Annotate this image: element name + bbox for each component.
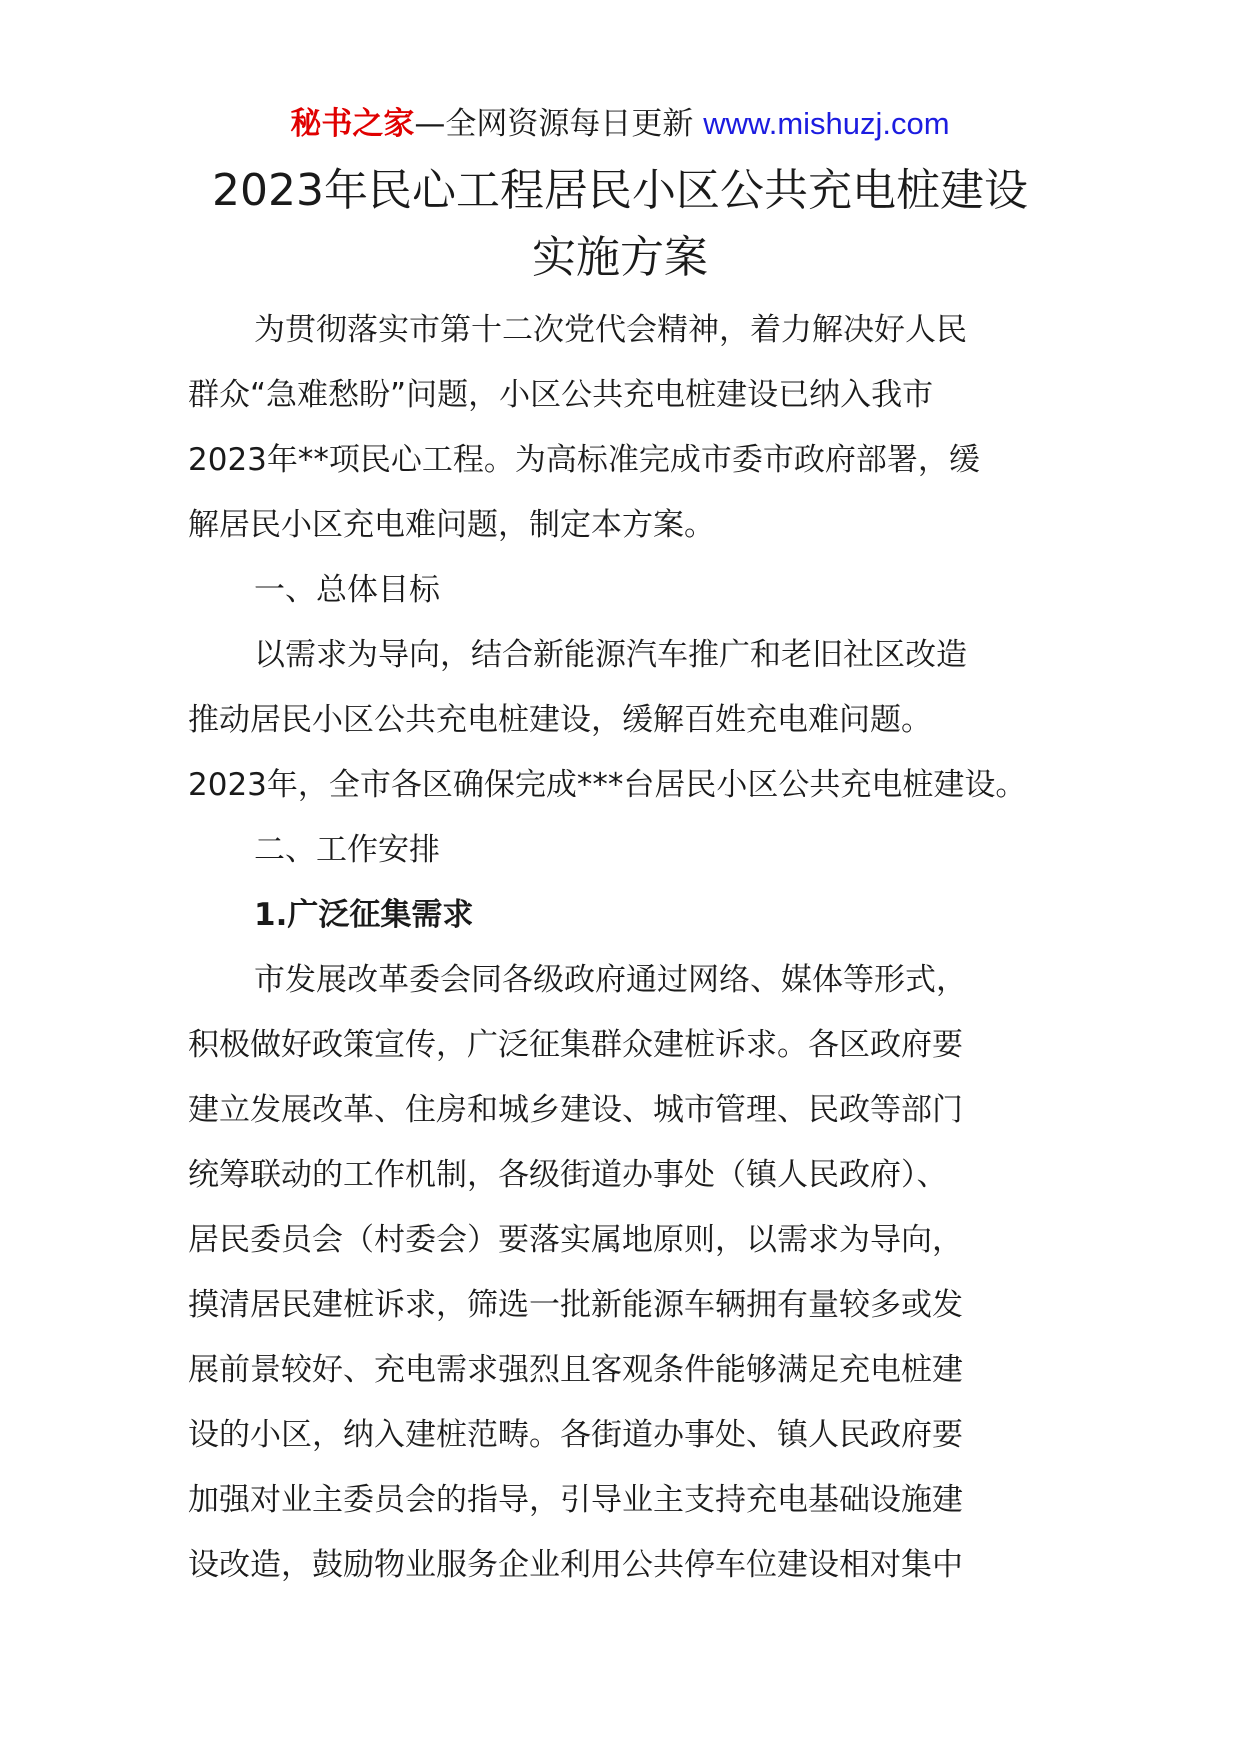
paragraph-line: 设改造，鼓励物业服务企业利用公共停车位建设相对集中 bbox=[188, 1547, 963, 1583]
paragraph-line: 积极做好政策宣传，广泛征集群众建桩诉求。各区政府要 bbox=[188, 1027, 963, 1063]
paragraph-line: 以需求为导向，结合新能源汽车推广和老旧社区改造 bbox=[254, 637, 967, 673]
paragraph-line: 为贯彻落实市第十二次党代会精神，着力解决好人民 bbox=[254, 312, 967, 348]
document-body bbox=[188, 298, 1088, 1598]
paragraph-line: 市发展改革委会同各级政府通过网络、媒体等形式， bbox=[254, 962, 967, 998]
paragraph-line: 加强对业主委员会的指导，引导业主支持充电基础设施建 bbox=[188, 1482, 963, 1518]
document-title-line-1: 2023年民心工程居民小区公共充电桩建设 bbox=[212, 165, 1028, 216]
paragraph-line: 摸清居民建桩诉求，筛选一批新能源车辆拥有量较多或发 bbox=[188, 1287, 963, 1323]
paragraph-line: 2023年**项民心工程。为高标准完成市委市政府部署，缓 bbox=[188, 442, 980, 478]
paragraph-line: 2023年，全市各区确保完成***台居民小区公共充电桩建设。 bbox=[188, 767, 1027, 803]
paragraph-line: 设的小区，纳入建桩范畴。各街道办事处、镇人民政府要 bbox=[188, 1417, 963, 1453]
subsection-heading: 1.广泛征集需求 bbox=[254, 897, 474, 933]
paragraph-line: 展前景较好、充电需求强烈且客观条件能够满足充电桩建 bbox=[188, 1352, 963, 1388]
paragraph-line: 推动居民小区公共充电桩建设，缓解百姓充电难问题。 bbox=[188, 702, 932, 738]
paragraph-line: 统筹联动的工作机制，各级街道办事处（镇人民政府）、 bbox=[188, 1157, 948, 1193]
brand-name: 秘书之家 bbox=[290, 106, 415, 142]
website-link[interactable]: www.mishuzj.com bbox=[703, 106, 950, 141]
paragraph-line: 解居民小区充电难问题，制定本方案。 bbox=[188, 507, 715, 543]
paragraph-line: 群众“急难愁盼”问题，小区公共充电桩建设已纳入我市 bbox=[188, 377, 934, 413]
document-title-line-2: 实施方案 bbox=[532, 232, 708, 283]
header-slogan: —全网资源每日更新 bbox=[414, 106, 704, 142]
watermark-header bbox=[0, 102, 1240, 146]
section-heading-2: 二、工作安排 bbox=[254, 832, 440, 868]
paragraph-line: 建立发展改革、住房和城乡建设、城市管理、民政等部门 bbox=[188, 1092, 963, 1128]
section-heading-1: 一、总体目标 bbox=[254, 572, 440, 608]
paragraph-line: 居民委员会（村委会）要落实属地原则，以需求为导向， bbox=[188, 1222, 963, 1258]
